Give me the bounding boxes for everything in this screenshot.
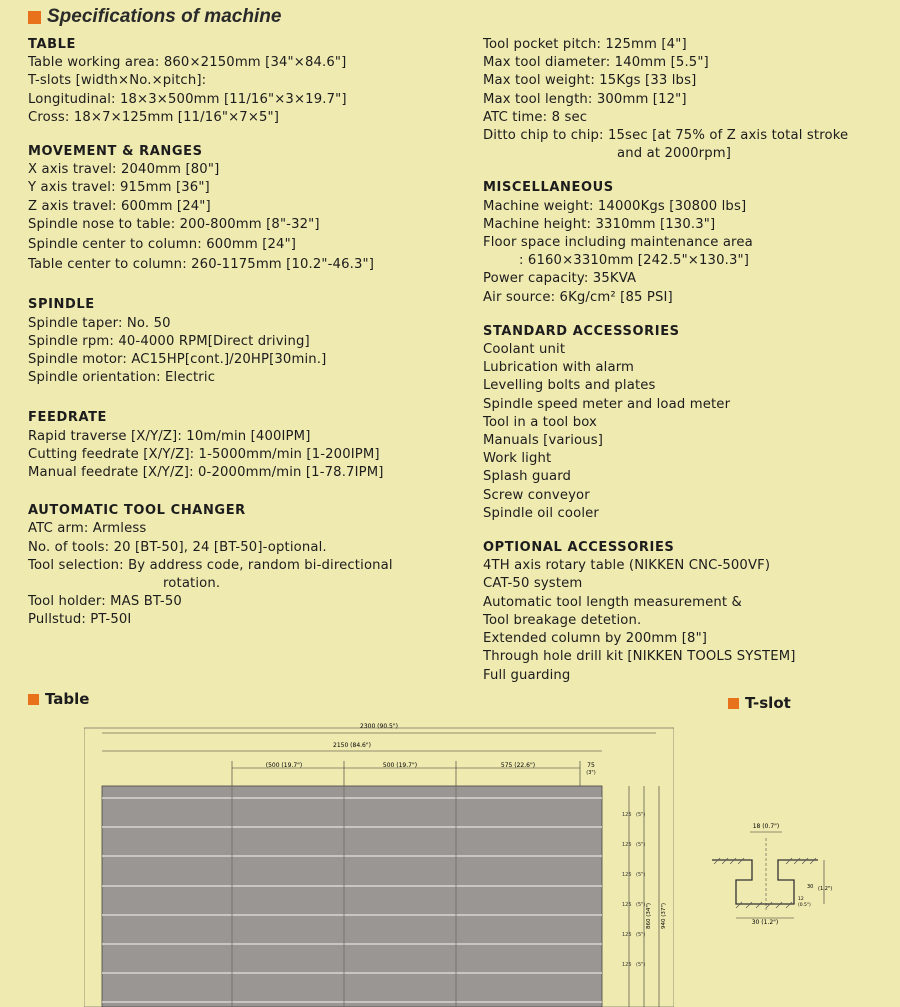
svg-text:(5"): (5") <box>636 812 646 818</box>
spec-line: No. of tools: 20 [BT-50], 24 [BT-50]-optional. <box>28 539 327 555</box>
spec-line: Spindle center to column: 600mm [24"] <box>28 237 297 253</box>
spec-line: Floor space including maintenance area <box>483 235 753 251</box>
spec-line: Rapid traverse [X/Y/Z]: 10m/min [400IPM] <box>28 428 311 444</box>
spec-line: Z axis travel: 600mm [24"] <box>28 198 211 214</box>
spec-line: Machine height: 3310mm [130.3"] <box>483 216 716 232</box>
spec-line: Spindle orientation: Electric <box>28 370 216 386</box>
svg-text:125: 125 <box>622 872 632 878</box>
list-item: Spindle oil cooler <box>483 505 599 521</box>
list-item: Lubrication with alarm <box>483 360 635 376</box>
table-drawing <box>84 716 674 1007</box>
svg-text:(5"): (5") <box>636 902 646 908</box>
section-heading: TABLE <box>28 37 76 52</box>
list-item: Spindle speed meter and load meter <box>483 396 731 412</box>
section-heading: FEEDRATE <box>28 410 108 426</box>
section-heading: AUTOMATIC TOOL CHANGER <box>28 503 246 519</box>
section-marker-icon <box>28 11 41 24</box>
list-item: Work light <box>483 451 552 467</box>
svg-text:125: 125 <box>622 962 632 968</box>
spec-line: Cutting feedrate [X/Y/Z]: 1-5000mm/min [1-200IPM] <box>28 446 380 462</box>
list-item: CAT-50 system <box>483 576 583 592</box>
section-heading: MISCELLANEOUS <box>483 180 614 196</box>
spec-line: Spindle rpm: 40-4000 RPM[Direct driving] <box>28 333 310 349</box>
tslot-figure-label <box>728 694 791 712</box>
section-spindle <box>28 296 468 387</box>
dim-neck: 12 <box>798 897 804 902</box>
list-item: Tool in a tool box <box>483 414 597 430</box>
figure-caption: Table <box>45 690 90 708</box>
svg-text:(0.5"): (0.5") <box>798 903 811 908</box>
spec-line: Spindle nose to table: 200-800mm [8"-32"] <box>28 216 320 232</box>
dim-overall: 2300 (90.5") <box>360 723 398 730</box>
tslot-drawing <box>706 818 836 928</box>
spec-line: : 6160×3310mm [242.5"×130.3"] <box>519 253 750 269</box>
svg-text:(5"): (5") <box>636 842 646 848</box>
dim-length: 2150 (84.6") <box>333 742 371 749</box>
left-column <box>28 36 468 630</box>
dim-depth: 30 <box>807 884 814 890</box>
svg-text:125: 125 <box>622 902 632 908</box>
svg-text:(5"): (5") <box>636 932 646 938</box>
dim-width-outer: 940 (37") <box>661 902 667 930</box>
right-column <box>483 36 898 685</box>
section-atc <box>28 502 468 629</box>
section-marker-icon <box>728 698 739 709</box>
dim-width: 860 (34") <box>646 902 652 930</box>
section-movement <box>28 143 468 274</box>
list-item: Manuals [various] <box>483 433 604 449</box>
section-heading: STANDARD ACCESSORIES <box>483 323 680 339</box>
svg-text:(5"): (5") <box>636 872 646 878</box>
section-marker-icon <box>28 694 39 705</box>
list-item: Through hole drill kit [NIKKEN TOOLS SYSTEM] <box>483 649 796 665</box>
spec-line: Cross: 18×7×125mm [11/16"×7×5"] <box>28 109 280 125</box>
section-standard-accessories <box>483 323 898 523</box>
spec-line: X axis travel: 2040mm [80"] <box>28 162 220 178</box>
spec-line: ATC time: 8 sec <box>483 109 588 125</box>
page-header <box>28 4 281 30</box>
dim-end: 575 (22.6") <box>500 762 536 769</box>
svg-text:(1.2"): (1.2") <box>818 886 833 892</box>
spec-line: Max tool length: 300mm [12"] <box>483 91 687 107</box>
dim-margin-in: (3") <box>586 770 596 776</box>
figure-caption: T-slot <box>745 694 791 712</box>
section-miscellaneous <box>483 179 898 306</box>
spec-line: Spindle taper: No. 50 <box>28 315 171 331</box>
dim-bottom: 30 (1.2") <box>751 919 779 926</box>
spec-line: Table center to column: 260-1175mm [10.2"-46.3"] <box>28 257 375 273</box>
spec-line: and at 2000rpm] <box>617 146 732 162</box>
spec-line: T-slots [width×No.×pitch]: <box>28 73 207 89</box>
spec-line: Longitudinal: 18×3×500mm [11/16"×3×19.7"] <box>28 91 347 107</box>
spec-line: Power capacity: 35KVA <box>483 271 637 287</box>
svg-text:(5"): (5") <box>636 962 646 968</box>
spec-line: Air source: 6Kg/cm² [85 PSI] <box>483 289 673 305</box>
section-atc-continued <box>483 36 898 163</box>
list-item: Levelling bolts and plates <box>483 378 656 394</box>
section-feedrate <box>28 409 468 482</box>
svg-text:125: 125 <box>622 932 632 938</box>
section-heading: SPINDLE <box>28 297 95 313</box>
spec-line: Pullstud: PT-50I <box>28 612 132 628</box>
spec-line: Y axis travel: 915mm [36"] <box>28 180 210 196</box>
list-item: Coolant unit <box>483 342 566 358</box>
spec-line: Tool pocket pitch: 125mm [4"] <box>483 37 687 52</box>
dim-pitch: 500 (19.7") <box>382 762 418 769</box>
dim-top: 18 (0.7") <box>752 823 780 830</box>
spec-line: ATC arm: Armless <box>28 521 147 537</box>
spec-line: Machine weight: 14000Kgs [30800 lbs] <box>483 198 747 214</box>
spec-line: Ditto chip to chip: 15sec [at 75% of Z axis total stroke <box>483 128 849 144</box>
spec-line: Max tool diameter: 140mm [5.5"] <box>483 55 709 71</box>
table-figure-label <box>28 690 89 708</box>
spec-line: Tool holder: MAS BT-50 <box>28 594 182 610</box>
list-item: Screw conveyor <box>483 487 590 503</box>
section-heading: OPTIONAL ACCESSORIES <box>483 540 675 556</box>
svg-text:125: 125 <box>622 812 632 818</box>
section-heading: MOVEMENT & RANGES <box>28 144 203 160</box>
spec-line: Manual feedrate [X/Y/Z]: 0-2000mm/min [1-78.7IPM] <box>28 465 384 481</box>
svg-text:125: 125 <box>622 842 632 848</box>
dim-pitch: (500 (19.7") <box>265 762 303 769</box>
list-item: Full guarding <box>483 667 571 683</box>
section-table <box>28 36 468 127</box>
list-item: Automatic tool length measurement & <box>483 594 742 610</box>
list-item: Extended column by 200mm [8"] <box>483 631 708 647</box>
spec-line: Spindle motor: AC15HP[cont.]/20HP[30min.] <box>28 352 327 368</box>
list-item: Splash guard <box>483 469 572 485</box>
page-title: Specifications of machine <box>47 6 282 27</box>
spec-line: Table working area: 860×2150mm [34"×84.6"] <box>28 55 347 71</box>
list-item: 4TH axis rotary table (NIKKEN CNC-500VF) <box>483 558 771 574</box>
section-optional-accessories <box>483 539 898 685</box>
list-item: Tool breakage detetion. <box>483 612 642 628</box>
dim-margin: 75 <box>587 762 595 769</box>
spec-line: Tool selection: By address code, random bi-directional <box>28 557 393 573</box>
spec-line: rotation. <box>163 576 221 592</box>
spec-line: Max tool weight: 15Kgs [33 lbs] <box>483 73 697 89</box>
